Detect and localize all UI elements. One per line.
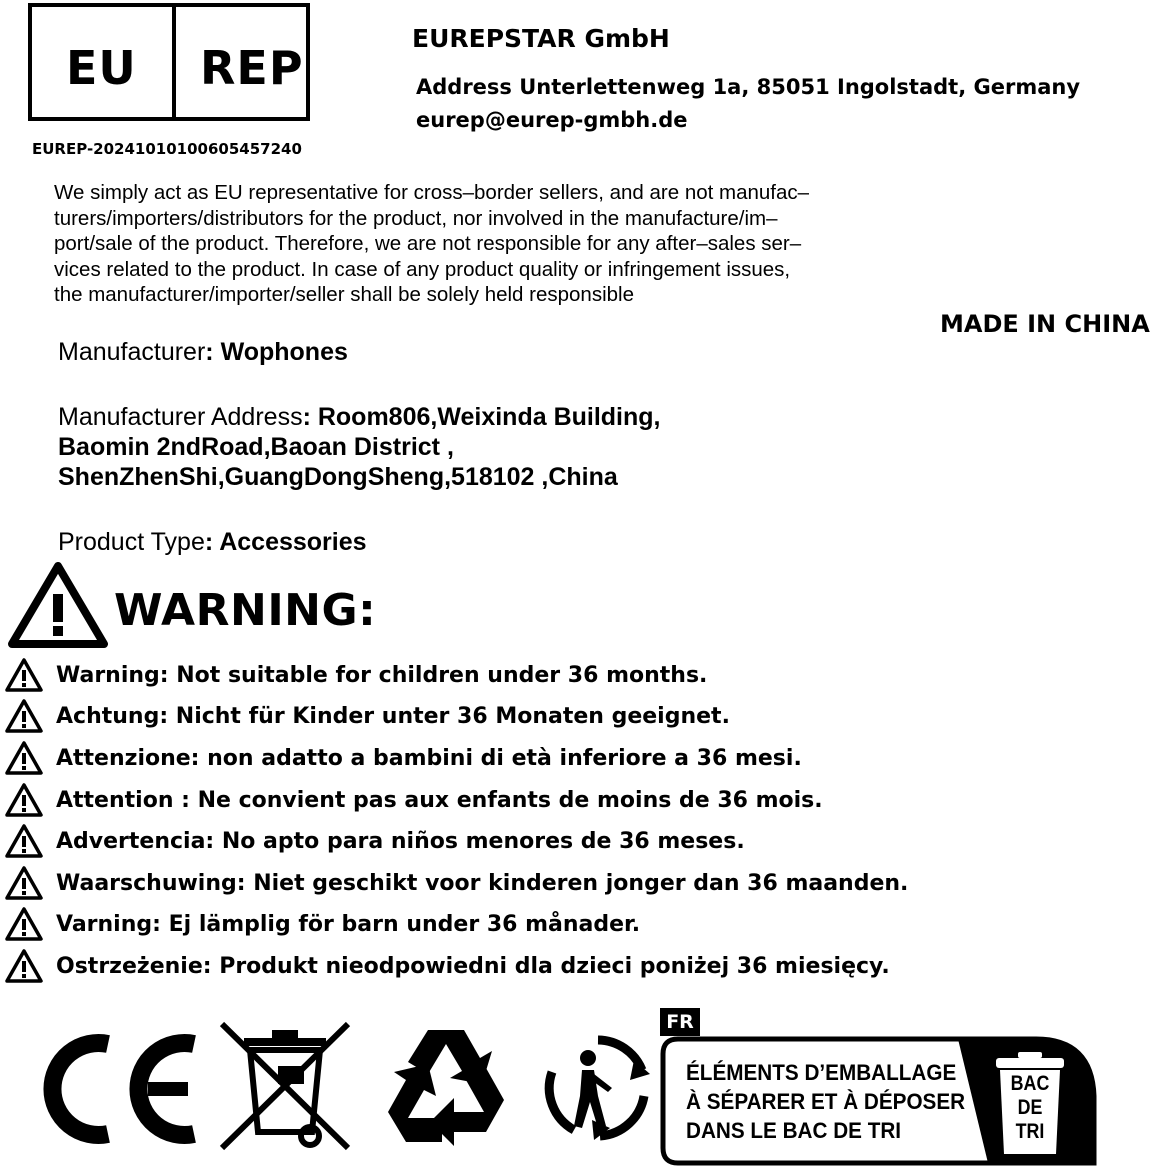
warning-text: Warning: Not suitable for children under 36 months.	[56, 662, 708, 688]
manufacturer-address-line: : Room806,Weixinda Building,	[302, 403, 661, 431]
country-badge	[660, 1008, 700, 1036]
warning-text: Advertencia: No apto para niños menores de 36 meses.	[56, 828, 745, 854]
warning-triangle-icon	[4, 782, 44, 818]
list-item	[4, 655, 707, 695]
product-type-value: : Accessories	[204, 528, 367, 556]
triman-line: ÉLÉMENTS D’EMBALLAGE	[686, 1060, 957, 1085]
manufacturer-address	[58, 402, 661, 492]
disclaimer-line: turers/importers/distributors for the product, nor involved in the manufacture/im–	[54, 206, 778, 230]
company-email: eurep@eurep-gmbh.de	[416, 108, 688, 132]
manufacturer-address-label: Manufacturer Address	[58, 403, 303, 431]
manufacturer-address-line: ShenZhenShi,GuangDongSheng,518102 ,China	[58, 463, 618, 491]
warning-triangle-icon	[4, 698, 44, 734]
warning-text: Waarschuwing: Niet geschikt voor kinderen jonger dan 36 maanden.	[56, 870, 909, 896]
eu-rep-divider	[172, 7, 176, 117]
bin-text	[1005, 1072, 1056, 1144]
warning-text: Achtung: Nicht für Kinder unter 36 Monaten geeignet.	[56, 703, 730, 729]
crossed-out-bin-icon	[218, 1020, 352, 1152]
country-code: FR	[666, 1011, 694, 1033]
warning-title: WARNING:	[114, 585, 377, 636]
company-name: EUREPSTAR GmbH	[412, 24, 670, 53]
warning-triangle-icon	[4, 740, 44, 776]
disclaimer-line: port/sale of the product. Therefore, we are not responsible for any after–sales ser–	[54, 232, 802, 255]
manufacturer-value: : Wophones	[205, 338, 348, 366]
warning-text: Ostrzeżenie: Produkt nieodpowiedni dla dzieci poniżej 36 miesięcy.	[56, 953, 890, 979]
triman-text	[686, 1058, 965, 1145]
disclaimer-line: We simply act as EU representative for cross–border sellers, and are not manufac–	[54, 181, 810, 204]
triman-line: À SÉPARER ET À DÉPOSER	[686, 1089, 966, 1114]
eu-label: EU	[66, 41, 137, 95]
eu-rep-code: EUREP-20241010100605457240	[32, 140, 302, 158]
eu-rep-box	[28, 3, 310, 121]
list-item	[4, 738, 802, 778]
disclaimer-line: vices related to the product. In case of any product quality or infringement issues,	[54, 257, 791, 281]
warning-triangle-icon	[4, 906, 44, 942]
manufacturer-address-line: Baomin 2ndRoad,Baoan District ,	[58, 433, 454, 461]
warning-triangle-icon	[4, 823, 44, 859]
list-item	[4, 696, 730, 736]
list-item	[4, 946, 890, 986]
disclaimer-line: the manufacturer/importer/seller shall be solely held responsible	[54, 283, 634, 306]
warning-text: Varning: Ej lämplig för barn under 36 månader.	[56, 911, 641, 937]
list-item	[4, 904, 640, 944]
warning-triangle-icon	[4, 948, 44, 984]
bin-line: DE	[1017, 1096, 1043, 1119]
product-type-line	[58, 527, 367, 557]
list-item	[4, 821, 745, 861]
company-address: Address Unterlettenweg 1a, 85051 Ingolstadt, Germany	[416, 75, 1081, 99]
triman-line: DANS LE BAC DE TRI	[686, 1118, 902, 1143]
disclaimer	[54, 180, 954, 308]
ce-mark-icon	[36, 1030, 201, 1148]
warning-triangle-icon	[4, 657, 44, 693]
product-type-label: Product Type	[58, 528, 205, 556]
triman-icon	[538, 1030, 654, 1146]
warning-text: Attention : Ne convient pas aux enfants de moins de 36 mois.	[56, 787, 823, 813]
manufacturer-line	[58, 337, 348, 367]
warning-triangle-icon	[8, 562, 108, 648]
made-in-label: MADE IN CHINA	[940, 310, 1150, 338]
list-item	[4, 863, 908, 903]
bin-line: TRI	[1015, 1120, 1045, 1143]
rep-label: REP	[200, 41, 304, 95]
list-item	[4, 780, 823, 820]
manufacturer-label: Manufacturer	[58, 338, 206, 366]
warning-triangle-icon	[4, 865, 44, 901]
warning-text: Attenzione: non adatto a bambini di età inferiore a 36 mesi.	[56, 745, 802, 771]
recycle-icon	[376, 1020, 516, 1152]
bin-line: BAC	[1010, 1072, 1050, 1095]
